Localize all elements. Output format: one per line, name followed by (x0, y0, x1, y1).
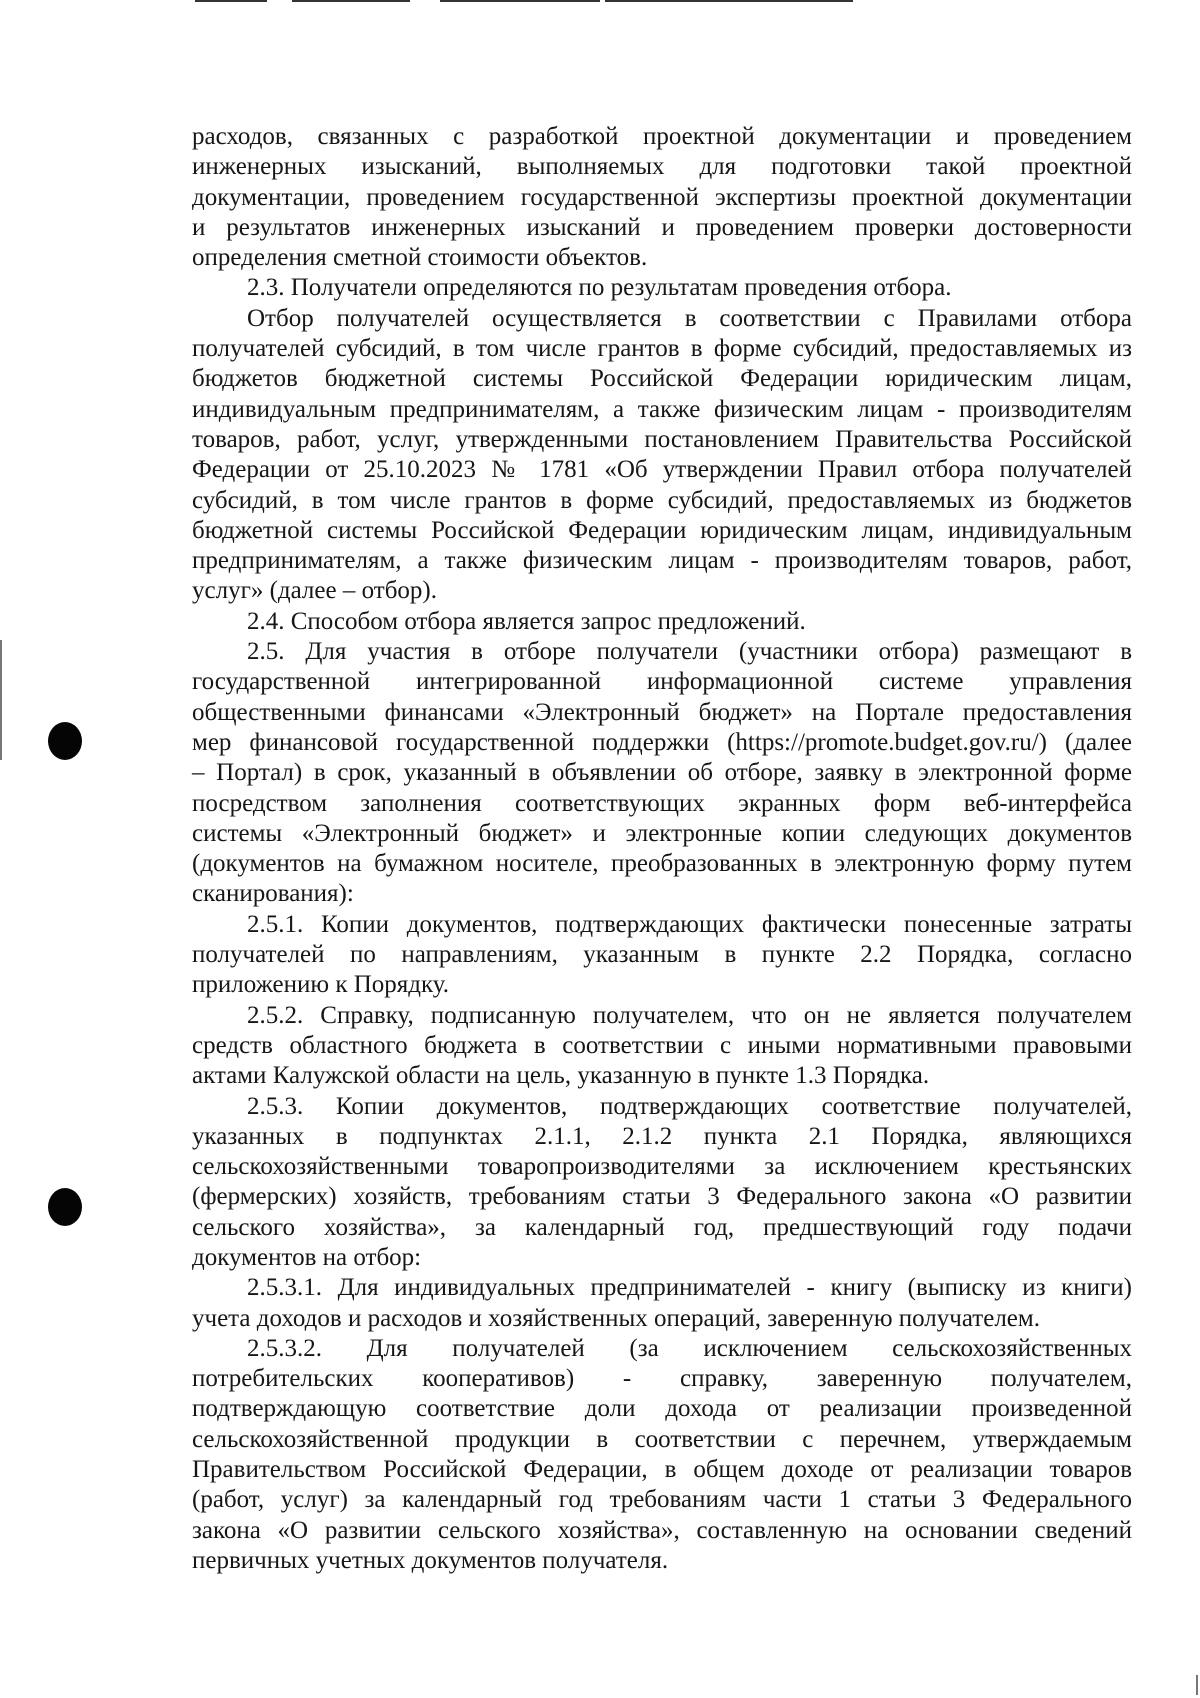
text-line: 2.5.1. Копии документов, подтверждающих фактически понесенные затраты (247, 910, 1132, 938)
text-line: учета доходов и расходов и хозяйственных операций, заверенную получателем. (192, 1304, 1040, 1332)
text-line: 2.3. Получатели определяются по результатам проведения отбора. (247, 274, 952, 302)
text-line: приложению к Порядку. (192, 971, 450, 999)
text-line: субсидий, в том числе грантов в форме субсидий, предоставляемых из бюджетов (192, 486, 1132, 514)
text-line: и результатов инженерных изысканий и проведением проверки достоверности (192, 213, 1132, 241)
text-line: сельскохозяйственными товаропроизводителями за исключением крестьянских (192, 1153, 1132, 1181)
text-line: товаров, работ, услуг, утвержденными постановлением Правительства Российской (192, 425, 1132, 453)
text-line: закона «О развитии сельского хозяйства», составленную на основании сведений (192, 1516, 1132, 1544)
text-line: системы «Электронный бюджет» и электронные копии следующих документов (192, 819, 1132, 847)
text-line: посредством заполнения соответствующих экранных форм веб-интерфейса (192, 789, 1132, 817)
text-line: документов на отбор: (192, 1243, 422, 1271)
text-line: 2.5.3. Копии документов, подтверждающих соответствие получателей, (247, 1092, 1132, 1120)
text-line: документации, проведением государственной экспертизы проектной документации (192, 183, 1132, 211)
text-line: государственной интегрированной информационной системе управления (192, 668, 1132, 696)
text-line: услуг» (далее – отбор). (192, 577, 437, 605)
text-line: (фермерских) хозяйств, требованиям статьи 3 Федерального закона «О развитии (192, 1183, 1132, 1211)
punch-hole (48, 1188, 82, 1226)
text-line: (документов на бумажном носителе, преобразованных в электронную форму путем (192, 850, 1132, 878)
text-line: 2.5.3.2. Для получателей (за исключением сельскохозяйственных (247, 1334, 1132, 1362)
text-line: сельского хозяйства», за календарный год, предшествующий году подачи (192, 1213, 1132, 1241)
margin-mark (0, 640, 2, 760)
text-line: средств областного бюджета в соответствии с иными нормативными правовыми (192, 1031, 1132, 1059)
text-line: бюджетов бюджетной системы Российской Федерации юридическим лицам, (192, 365, 1132, 393)
text-line: потребительских кооперативов) - справку, заверенную получателем, (192, 1365, 1132, 1393)
text-line: сельскохозяйственной продукции в соответствии с перечнем, утверждаемым (192, 1425, 1132, 1453)
text-line: Федерации от 25.10.2023 № 1781 «Об утверждении Правил отбора получателей (192, 456, 1132, 484)
text-line: 2.4. Способом отбора является запрос предложений. (247, 607, 806, 635)
margin-mark (1196, 1675, 1198, 1695)
text-line: подтверждающую соответствие доли дохода от реализации произведенной (192, 1395, 1132, 1423)
text-line: указанных в подпунктах 2.1.1, 2.1.2 пункта 2.1 Порядка, являющихся (192, 1122, 1132, 1150)
text-line: инженерных изысканий, выполняемых для подготовки такой проектной (192, 153, 1132, 181)
text-line: предпринимателям, а также физическим лицам - производителям товаров, работ, (192, 547, 1132, 575)
scan-top-line (292, 0, 410, 2)
text-line: Отбор получателей осуществляется в соответствии с Правилами отбора (247, 304, 1132, 332)
text-line: расходов, связанных с разработкой проектной документации и проведением (192, 123, 1132, 150)
text-line: 2.5.2. Справку, подписанную получателем, что он не является получателем (247, 1001, 1132, 1029)
document-body (192, 122, 1132, 1576)
text-line: индивидуальным предпринимателям, а также физическим лицам - производителям (192, 395, 1132, 423)
text-line: 2.5. Для участия в отборе получатели (участники отбора) размещают в (247, 638, 1132, 666)
text-line: – Портал) в срок, указанный в объявлении об отборе, заявку в электронной форме (192, 759, 1132, 787)
text-line: актами Калужской области на цель, указанную в пункте 1.3 Порядка. (192, 1062, 930, 1090)
text-line: мер финансовой государственной поддержки (https://promote.budget.gov.ru/) (далее (192, 728, 1132, 756)
scan-top-line (195, 0, 267, 2)
text-line: получателей по направлениям, указанным в пункте 2.2 Порядка, согласно (192, 941, 1132, 969)
text-line: получателей субсидий, в том числе грантов в форме субсидий, предоставляемых из (192, 335, 1132, 363)
scan-top-line (605, 0, 853, 2)
text-line: бюджетной системы Российской Федерации юридическим лицам, индивидуальным (192, 516, 1132, 544)
text-line: общественными финансами «Электронный бюджет» на Портале предоставления (192, 698, 1132, 726)
text-line: первичных учетных документов получателя. (192, 1546, 669, 1574)
text-line: сканирования): (192, 880, 354, 908)
text-line: определения сметной стоимости объектов. (192, 244, 648, 272)
text-line: 2.5.3.1. Для индивидуальных предпринимателей - книгу (выписку из книги) (247, 1274, 1132, 1302)
text-line: (работ, услуг) за календарный год требованиям части 1 статьи 3 Федерального (192, 1486, 1132, 1514)
scan-top-line (440, 0, 600, 2)
punch-hole (48, 722, 82, 760)
text-line: Правительством Российской Федерации, в общем доходе от реализации товаров (192, 1456, 1132, 1484)
